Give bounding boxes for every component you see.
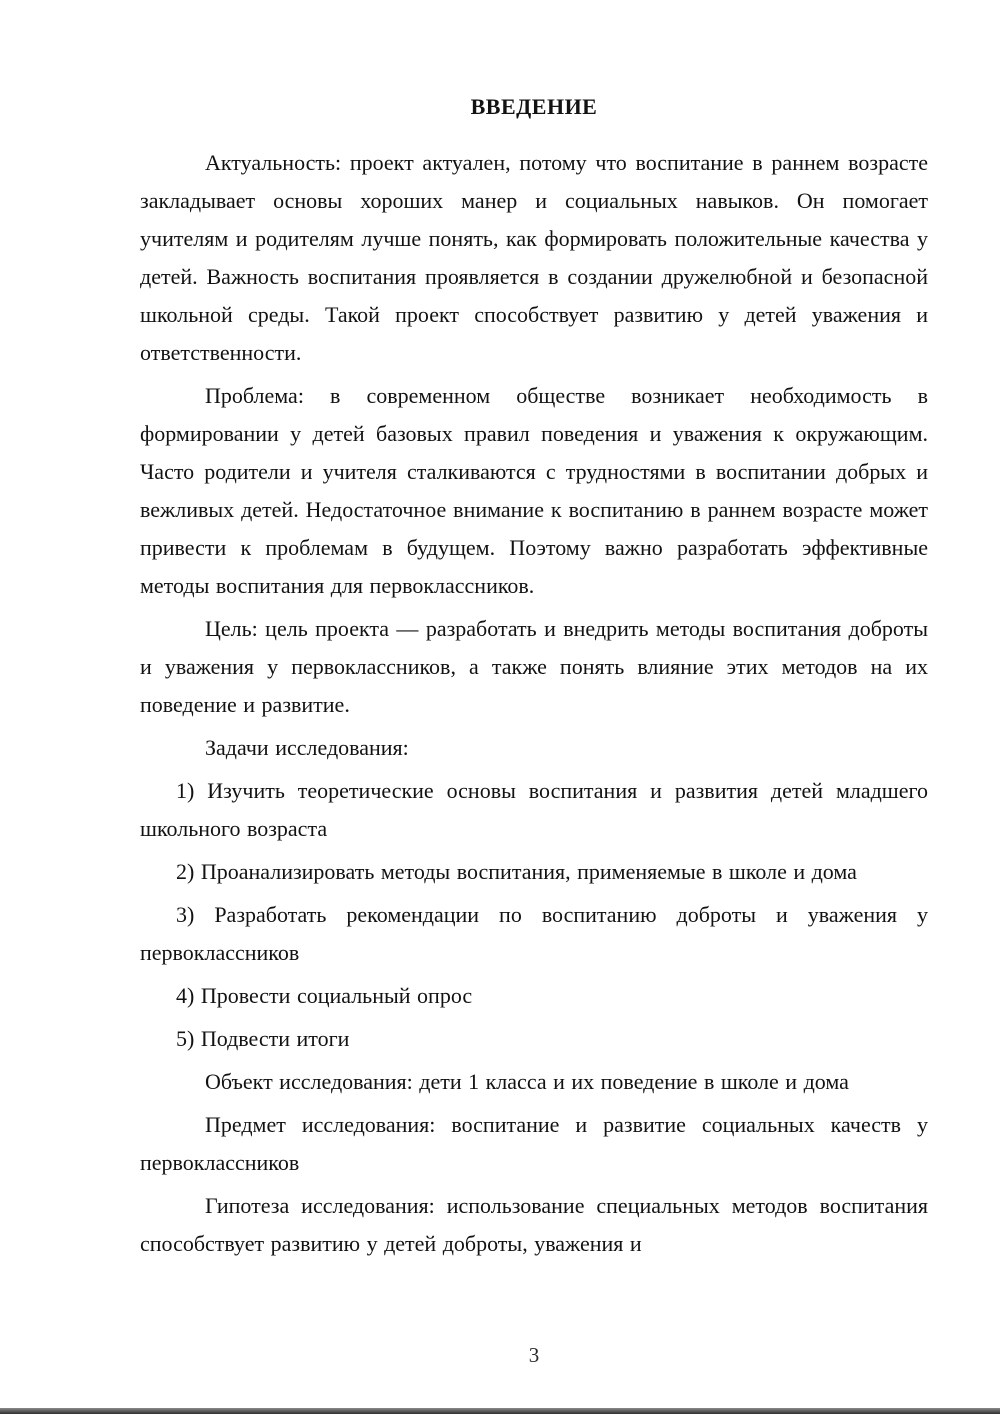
task-item-5: 5) Подвести итоги [176,1026,350,1051]
task-item-4: 4) Провести социальный опрос [176,983,473,1008]
page-bottom-edge [0,1408,1000,1414]
task-item-2: 2) Проанализировать методы воспитания, применяемые в школе и дома [176,859,857,884]
paragraph-hypothesis: Гипотеза исследования: использование специальных методов воспитания способствует развитию у детей доброты, уважения и [140,1193,928,1256]
page-title: ВВЕДЕНИЕ [470,94,598,119]
task-item-3: 3) Разработать рекомендации по воспитанию доброты и уважения у первоклассников [140,902,928,965]
paragraph-problem: Проблема: в современном обществе возникает необходимость в формировании у детей базовых правил поведения и уважения к окружающим. Часто родители и учителя сталкиваются с трудностями в воспитании добрых и вежливых детей. Недостаточное внимание к воспитанию в раннем возрасте может привести к проблемам в будущем. Поэтому важно разработать эффективные методы воспитания для первоклассников. [140,383,928,598]
tasks-heading: Задачи исследования: [205,735,409,760]
paragraph-subject: Предмет исследования: воспитание и развитие социальных качеств у первоклассников [140,1112,928,1175]
paragraph-goal: Цель: цель проекта — разработать и внедрить методы воспитания доброты и уважения у первоклассников, а также понять влияние этих методов на их поведение и развитие. [140,616,928,717]
page-number: 3 [528,1343,540,1367]
paragraph-object: Объект исследования: дети 1 класса и их поведение в школе и дома [205,1069,849,1094]
paragraph-relevance: Актуальность: проект актуален, потому что воспитание в раннем возрасте закладывает основы хороших манер и социальных навыков. Он помогает учителям и родителям лучше понять, как формировать положительные качества у детей. Важность воспитания проявляется в создании дружелюбной и безопасной школьной среды. Такой проект способствует развитию у детей уважения и ответственности. [140,150,928,365]
task-item-1: 1) Изучить теоретические основы воспитания и развития детей младшего школьного возраста [140,778,928,841]
